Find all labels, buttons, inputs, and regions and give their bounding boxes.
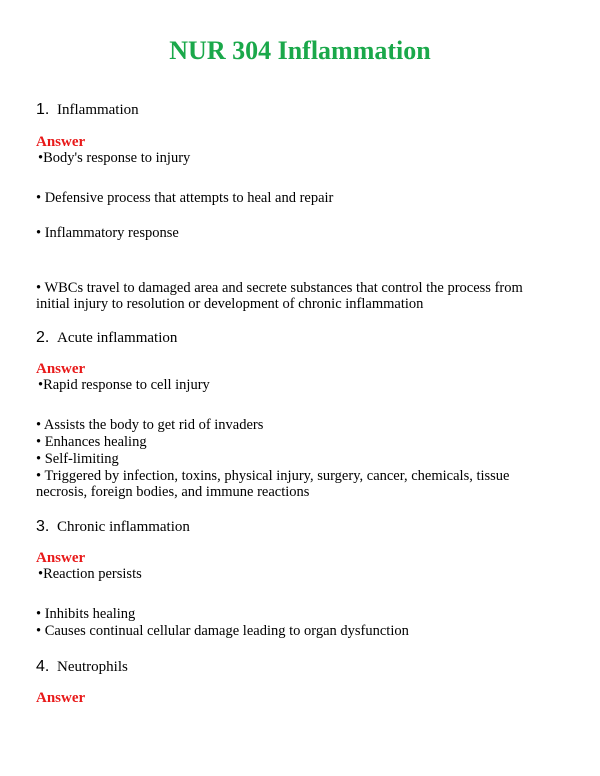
question-text: Inflammation: [57, 102, 139, 118]
answer-line: • Inhibits healing: [36, 606, 136, 622]
answer-label: Answer: [36, 134, 86, 150]
answer-label: Answer: [36, 550, 86, 566]
question-text: Chronic inflammation: [57, 519, 190, 535]
answer-line: • Assists the body to get rid of invaders: [36, 417, 264, 433]
question-text: Neutrophils: [57, 659, 128, 675]
question-number: 4.: [36, 658, 50, 675]
question-number: 2.: [36, 329, 50, 346]
answer-line: •Body's response to injury: [38, 150, 191, 166]
answer-line: • Causes continual cellular damage leading to organ dysfunction: [36, 623, 409, 639]
answer-label: Answer: [36, 361, 86, 377]
answer-label: Answer: [36, 690, 86, 706]
answer-line: •Rapid response to cell injury: [38, 377, 210, 393]
answer-line: • Inflammatory response: [36, 225, 179, 241]
answer-line: • Self-limiting: [36, 451, 119, 467]
answer-line: •Reaction persists: [38, 566, 142, 582]
document-title: NUR 304 Inflammation: [169, 36, 431, 65]
answer-line: • Defensive process that attempts to heal and repair: [36, 190, 334, 206]
question-text: Acute inflammation: [57, 330, 178, 346]
question-number: 3.: [36, 518, 50, 535]
question-number: 1.: [36, 101, 50, 118]
answer-line: • Triggered by infection, toxins, physical injury, surgery, cancer, chemicals, tissue necrosis, foreign bodies, and immune reactions: [36, 468, 510, 500]
answer-line: • WBCs travel to damaged area and secrete substances that control the process from initial injury to resolution or development of chronic inflammation: [36, 280, 523, 312]
answer-line: • Enhances healing: [36, 434, 147, 450]
